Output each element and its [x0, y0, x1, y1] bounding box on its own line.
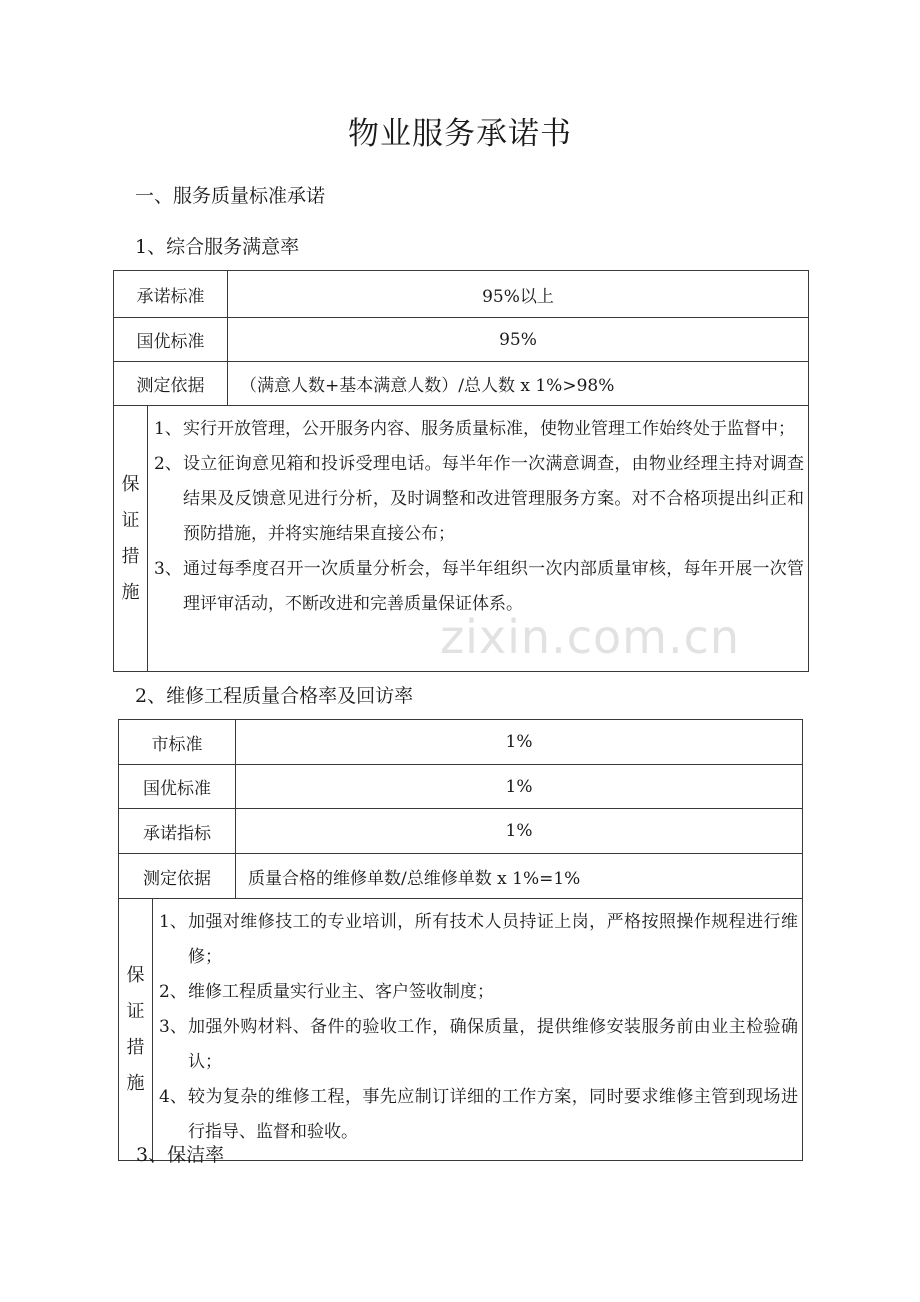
document-title: 物业服务承诺书: [348, 116, 572, 152]
item-heading-repair-quality: 2、维修工程质量合格率及回访率: [135, 685, 414, 707]
watermark: zixin.com.cn: [440, 610, 741, 664]
row-label: 测定依据: [119, 854, 236, 899]
list-item: [148, 412, 808, 447]
measures-vertical-label: [114, 406, 148, 672]
list-item-text: 加强对维修技工的专业培训，所有技术人员持证上岗，严格按照操作规程进行维修；: [188, 912, 798, 967]
table-row: [119, 720, 803, 765]
list-item-text: 维修工程质量实行业主、客户签收制度；: [188, 982, 494, 1002]
row-label: 承诺标准: [114, 271, 228, 318]
measures-label-char: 保: [121, 473, 140, 495]
row-value: 1%: [236, 765, 803, 809]
list-item-text: 加强外购材料、备件的验收工作，确保质量，提供维修安装服务前由业主检验确认；: [188, 1017, 798, 1072]
table-row: [114, 362, 809, 406]
measures-row: [119, 899, 803, 1161]
list-item-text: 通过每季度召开一次质量分析会，每半年组织一次内部质量审核，每年开展一次管理评审活动，不断改进和完善质量保证体系。: [183, 559, 804, 614]
row-value: （满意人数+基本满意人数）/总人数 x 1%>98%: [228, 362, 809, 406]
measures-label-char: 保: [126, 964, 145, 986]
row-value: 95%以上: [228, 271, 809, 318]
list-item-number: 2、: [159, 982, 187, 1002]
table-row: [119, 809, 803, 854]
row-value: 1%: [236, 720, 803, 765]
list-item-text: 较为复杂的维修工程，事先应制订详细的工作方案，同时要求维修主管到现场进行指导、监督和验收。: [188, 1087, 798, 1142]
list-item-text: 实行开放管理，公开服务内容、服务质量标准，使物业管理工作始终处于监督中；: [183, 419, 795, 439]
list-item-number: 3、: [154, 559, 182, 579]
row-label: 测定依据: [114, 362, 228, 406]
row-value: 95%: [228, 318, 809, 362]
measures-label-char: 证: [121, 509, 140, 531]
table-row: [114, 271, 809, 318]
measures-label-char: 施: [121, 581, 140, 603]
item-heading-cleaning-rate: 3、保洁率: [136, 1144, 225, 1166]
list-item-number: 3、: [159, 1017, 187, 1037]
list-item-text: 设立征询意见箱和投诉受理电话。每半年作一次满意调查，由物业经理主持对调查结果及反馈意见进行分析，及时调整和改进管理服务方案。对不合格项提出纠正和预防措施，并将实施结果直接公布；: [183, 454, 804, 544]
list-item: [153, 1080, 802, 1150]
row-label: 国优标准: [114, 318, 228, 362]
row-value: 质量合格的维修单数/总维修单数 x 1%=1%: [236, 854, 803, 899]
measures-label-char: 证: [126, 1000, 145, 1022]
list-item-number: 1、: [159, 912, 187, 932]
table-row: [119, 765, 803, 809]
measures-label-char: 措: [121, 545, 140, 567]
measures-label-char: 措: [126, 1036, 145, 1058]
row-label: 承诺指标: [119, 809, 236, 854]
repair-quality-table: [118, 719, 803, 1161]
measures-vertical-label: [119, 899, 153, 1161]
list-item: [153, 905, 802, 975]
list-item: [148, 447, 808, 552]
measures-label-char: 施: [126, 1072, 145, 1094]
item-heading-satisfaction: 1、综合服务满意率: [135, 236, 300, 258]
table-row: [114, 318, 809, 362]
section-heading-service-quality: 一、服务质量标准承诺: [135, 185, 326, 207]
row-label: 市标准: [119, 720, 236, 765]
list-item-number: 2、: [154, 454, 182, 474]
row-label: 国优标准: [119, 765, 236, 809]
list-item-number: 1、: [154, 419, 182, 439]
measures-list: [153, 899, 803, 1161]
list-item: [153, 975, 802, 1010]
row-value: 1%: [236, 809, 803, 854]
table-row: [119, 854, 803, 899]
list-item-number: 4、: [159, 1087, 187, 1107]
list-item: [153, 1010, 802, 1080]
